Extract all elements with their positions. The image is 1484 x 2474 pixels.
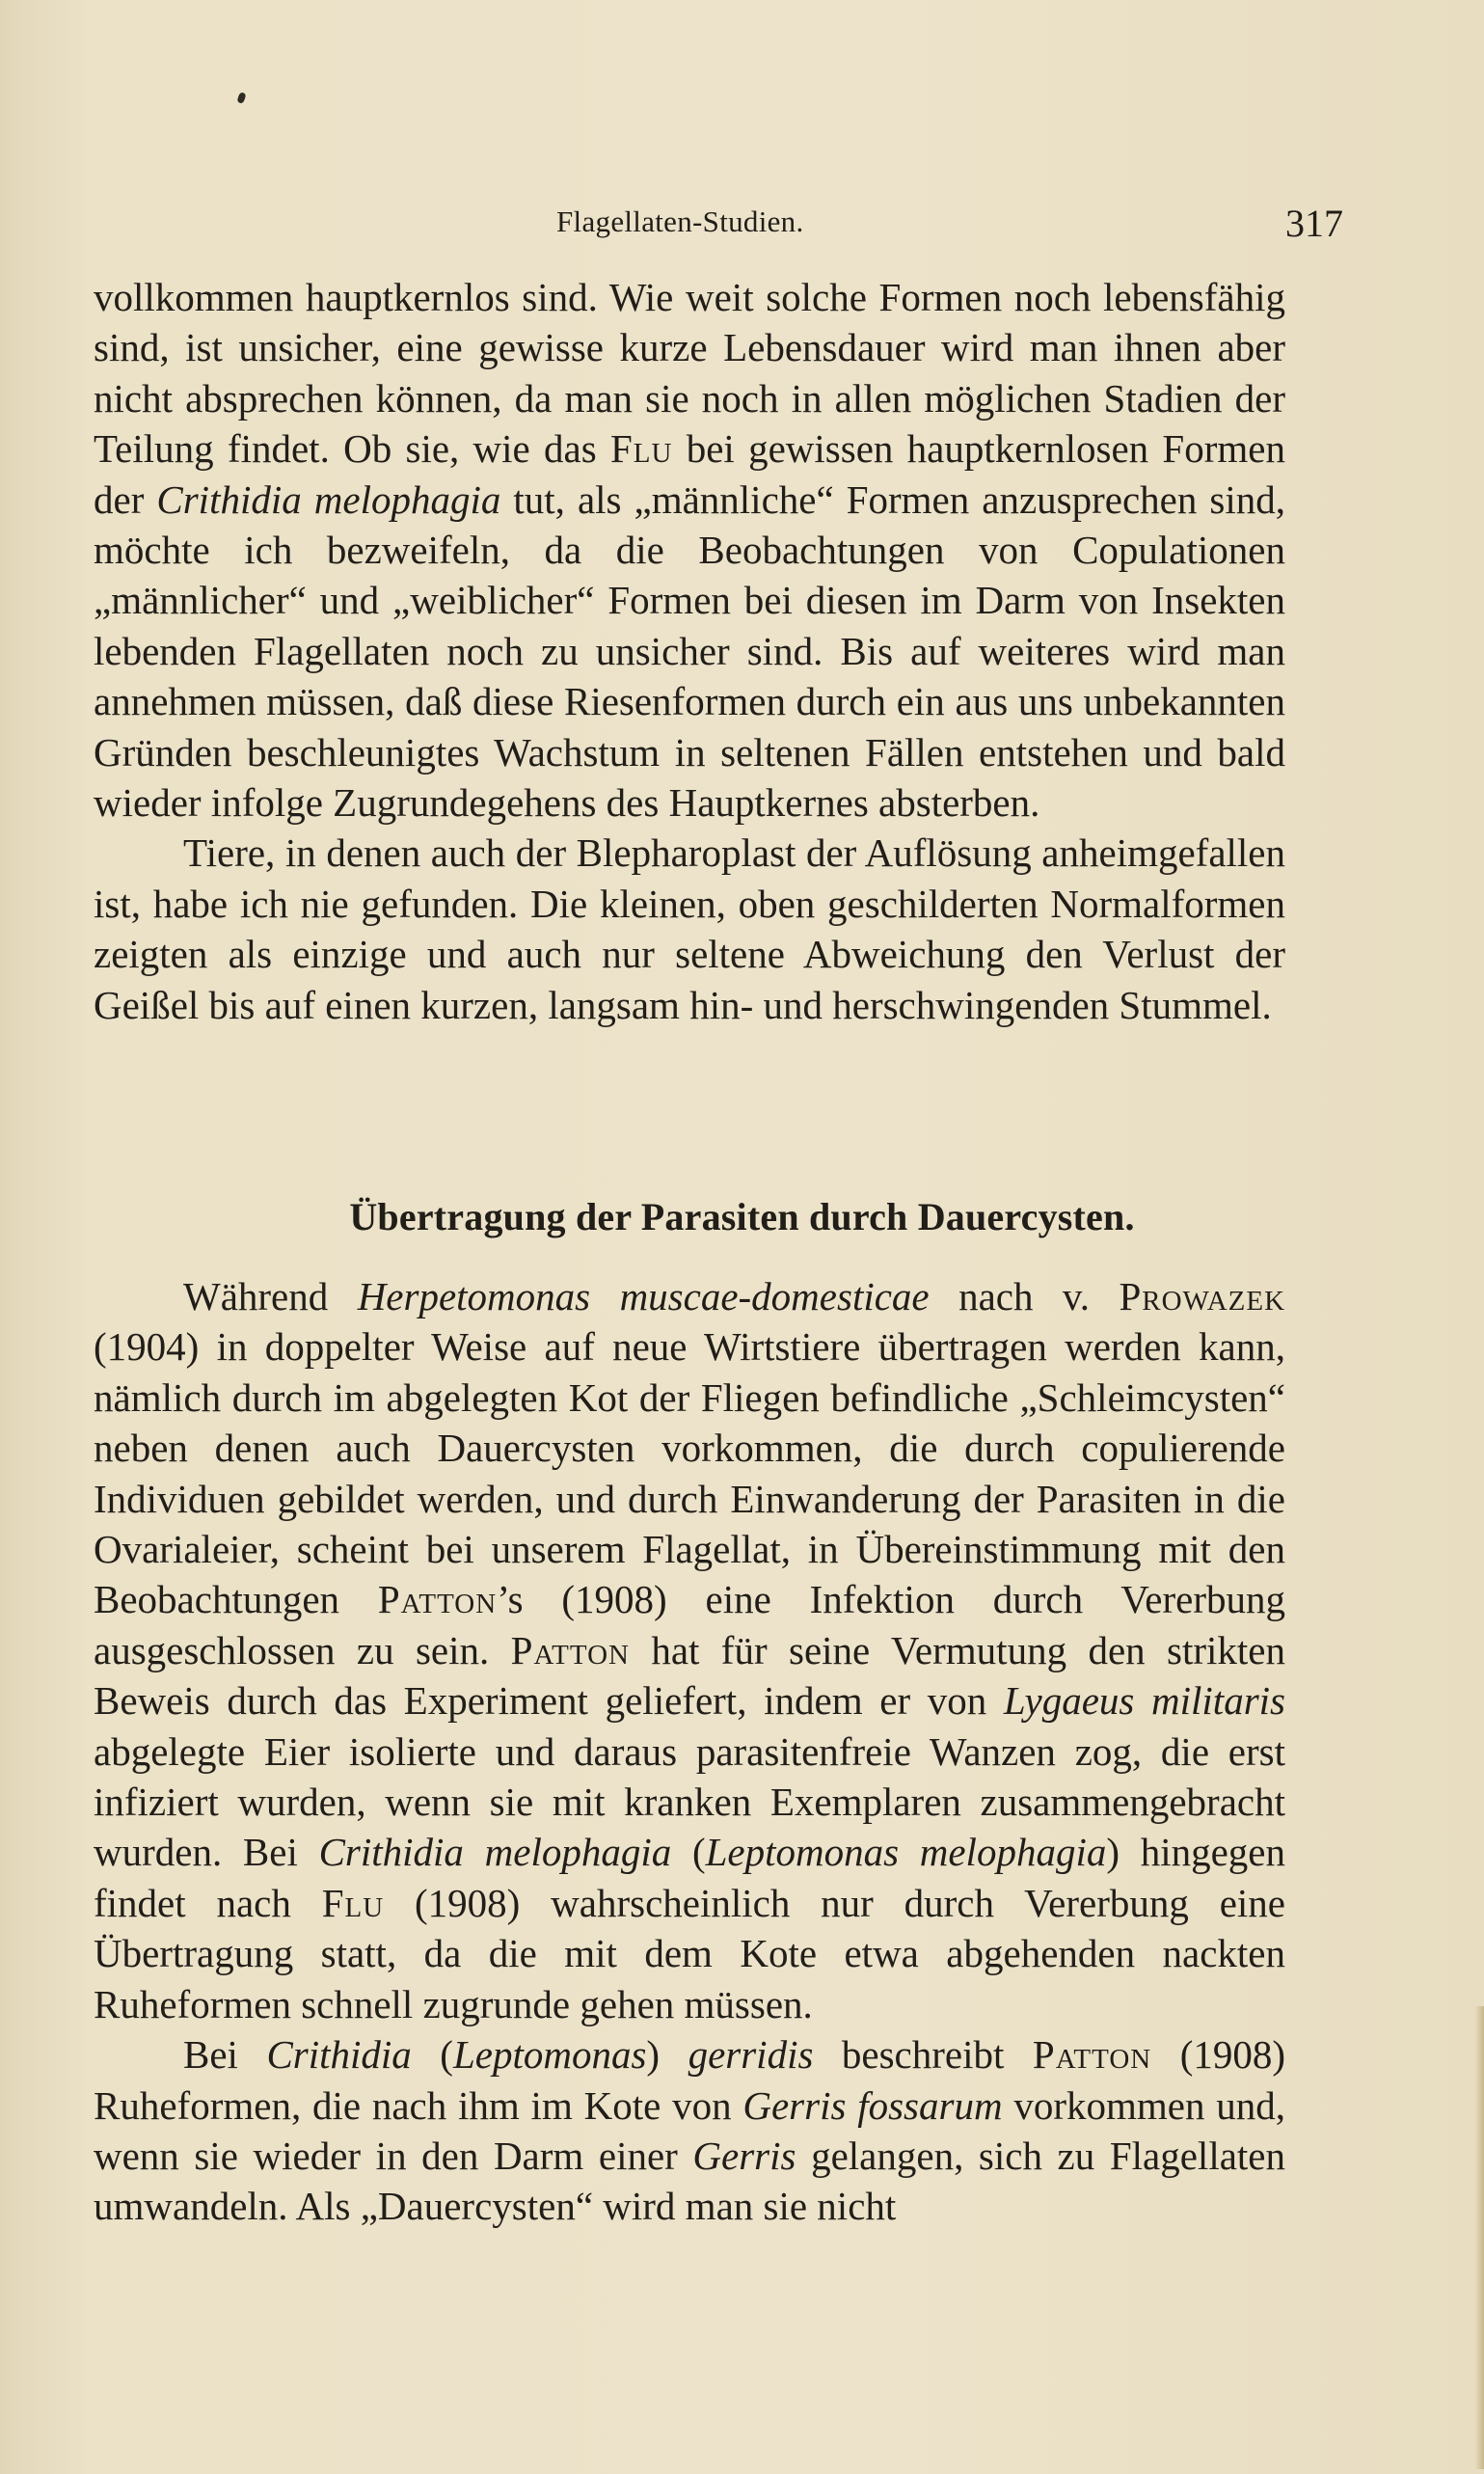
author-name: Patton bbox=[510, 1627, 630, 1672]
species-name: Crithidia bbox=[266, 2032, 412, 2078]
paragraph-4 bbox=[94, 2029, 1285, 2232]
species-name: Herpetomonas muscae-domesticae bbox=[357, 1274, 930, 1319]
text-run: (1908) wahrscheinlich nur durch Vererbung eine Übertragung statt, da die mit dem Kote etwa abgehenden nackten Ruheformen schnell zugrunde gehen müssen. bbox=[94, 1880, 1285, 2026]
running-head bbox=[0, 201, 1484, 255]
text-run: ( bbox=[411, 2032, 453, 2078]
author-name: Flu bbox=[321, 1880, 385, 1925]
author-name: Flu bbox=[609, 426, 673, 472]
species-name: Crithidia melophagia bbox=[156, 476, 501, 522]
text-run: vollkommen hauptkernlos sind. Wie weit solche Formen noch lebensfähig sind, ist unsicher, eine gewisse kurze Lebensdauer wird man ihnen aber nicht absprechen können, da man sie noch in allen möglichen Stadien der Teilung findet. Ob sie, wie das bbox=[94, 275, 1285, 472]
text-run: abgelegte Eier isolierte und daraus parasitenfreie Wanzen zog, die erst infiziert wurden, wenn sie mit kranken Exemplaren zusammengebracht wurden. Bei bbox=[94, 1728, 1285, 1875]
species-name: Gerris fossarum bbox=[742, 2082, 1003, 2128]
text-run: (1904) in doppelter Weise auf neue Wirtstiere übertragen werden kann, nämlich durch im abgelegten Kot der Fliegen befindliche „Schleimcysten“ neben denen auch Dauercysten vorkommen, die durch copulierende Individuen gebildet werden, und durch Einwanderung der Parasiten in die Ovarialeier, scheint bei unserem Flagellat, in Übereinstimmung mit den Beobachtungen bbox=[94, 1324, 1285, 1622]
text-run: ) bbox=[646, 2032, 688, 2078]
text-run: nach v. bbox=[929, 1274, 1120, 1319]
text-run: gelangen, sich zu Flagellaten umwandeln. Als „Dauercysten“ wird man sie nicht bbox=[94, 2133, 1285, 2229]
species-name: gerridis bbox=[688, 2032, 814, 2078]
text-run: hat für seine Vermutung den strikten Beweis durch das Experiment geliefert, indem er von bbox=[94, 1627, 1286, 1724]
page-number: 317 bbox=[1285, 202, 1343, 245]
text-block-upper bbox=[94, 272, 1285, 1030]
page-edge-shadow bbox=[1474, 2006, 1484, 2469]
author-name: Patton bbox=[1032, 2032, 1152, 2078]
text-run: Während bbox=[183, 1274, 358, 1319]
species-name: Leptomonas bbox=[452, 2032, 647, 2078]
text-run: (1908) Ruheformen, die nach ihm im Kote von bbox=[94, 2032, 1286, 2128]
species-name: Leptomonas melophagia bbox=[705, 1830, 1107, 1875]
species-name: Lygaeus militaris bbox=[1003, 1678, 1285, 1724]
paragraph-3 bbox=[94, 1271, 1285, 2029]
section-heading: Übertragung der Parasiten durch Dauercysten. bbox=[349, 1195, 1135, 1238]
text-run: bei gewissen hauptkernlosen Formen der bbox=[94, 426, 1285, 522]
text-run: tut, als „männliche“ Formen anzusprechen sind, möchte ich bezweifeln, da die Beobachtungen von Copulationen „männlicher“ und „weiblicher“ Formen bei diesen im Darm von Insekten lebenden Flagellaten noch zu unsicher sind. Bis auf weiteres wird man annehmen müssen, daß diese Riesenformen durch ein aus uns unbekannten Gründen beschleunigtes Wachstum in seltenen Fällen entstehen und bald wieder infolge Zugrundegehens des Hauptkernes absterben. bbox=[94, 476, 1285, 826]
text-run: ) hingegen findet nach bbox=[94, 1830, 1285, 1925]
species-name: Gerris bbox=[692, 2133, 796, 2178]
text-block-lower bbox=[94, 1271, 1285, 2232]
species-name: Crithidia melophagia bbox=[318, 1830, 672, 1875]
text-run: Bei bbox=[183, 2032, 267, 2078]
author-name: Patton bbox=[377, 1577, 498, 1622]
running-title: Flagellaten-Studien. bbox=[556, 204, 804, 238]
text-run: vorkommen und, wenn sie wieder in den Darm einer bbox=[94, 2082, 1286, 2178]
author-name: Prowazek bbox=[1119, 1274, 1286, 1319]
text-run: ( bbox=[671, 1830, 706, 1875]
text-run: beschreibt bbox=[813, 2032, 1033, 2078]
text-run: ’s (1908) eine Infektion durch Vererbung ausgeschlossen zu sein. bbox=[94, 1577, 1285, 1672]
paragraph-1 bbox=[94, 272, 1285, 828]
ink-speck bbox=[236, 92, 246, 104]
paragraph-2: Tiere, in denen auch der Blepharoplast der Auflösung anheimgefallen ist, habe ich nie gefunden. Die kleinen, oben geschilderten Normalformen zeigten als einzige und auch nur seltene Abweichung den Verlust der Geißel bis auf einen kurzen, langsam hin- und herschwingenden Stummel. bbox=[94, 830, 1285, 1027]
